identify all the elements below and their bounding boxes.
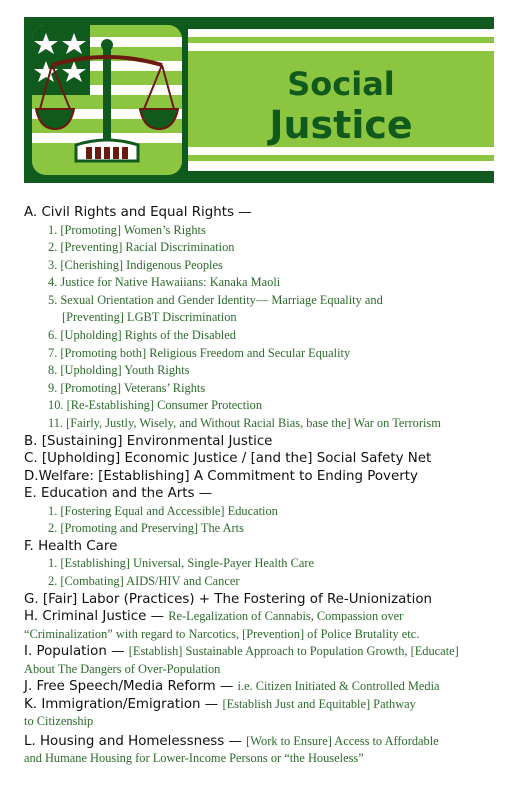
section-heading-j: J. Free Speech/Media Reform — i.e. Citizen Initiated & Controlled Media: [24, 679, 440, 694]
section-description: [Work to Ensure] Access to Affordable: [246, 733, 439, 748]
list-item: 1. [Fostering Equal and Accessible] Education: [48, 503, 278, 518]
section-heading-k: K. Immigration/Emigration — [Establish Just and Equitable] Pathway: [24, 696, 416, 712]
section-description-continued: and Humane Housing for Lower-Income Persons or “the Houseless”: [24, 751, 364, 765]
list-item: 2. [Preventing] Racial Discrimination: [48, 240, 235, 255]
list-item: 4. Justice for Native Hawaiians: Kanaka Maoli: [48, 275, 281, 290]
platform-list: [24, 204, 498, 768]
list-item: 2. [Combating] AIDS/HIV and Cancer: [48, 573, 240, 588]
section-description: i.e. Citizen Initiated & Controlled Media: [237, 679, 440, 693]
title-line-2: Justice: [269, 103, 413, 147]
list-item: 7. [Promoting both] Religious Freedom and Secular Equality: [48, 345, 351, 360]
section-heading-f: F. Health Care: [24, 538, 118, 554]
section-description: Re-Legalization of Cannabis, Compassion over: [168, 609, 404, 623]
section-heading-l: L. Housing and Homelessness — [Work to Ensure] Access to Affordable: [24, 733, 439, 749]
title-line-1: Social: [287, 65, 395, 103]
title-stripe-top: [188, 37, 494, 43]
section-description-continued: About The Dangers of Over-Population: [24, 661, 221, 676]
page-title: [188, 51, 494, 147]
title-stripe-bottom: [188, 155, 494, 161]
list-item: 11. [Fairly, Justly, Wisely, and Without Racial Bias, base the] War on Terrorism: [48, 416, 441, 431]
section-heading-b: B. [Sustaining] Environmental Justice: [24, 433, 273, 449]
section-heading-i: I. Population — [Establish] Sustainable Approach to Population Growth, [Educate]: [24, 644, 459, 659]
section-heading-g: G. [Fair] Labor (Practices) + The Fostering of Re-Unionization: [24, 591, 433, 607]
list-item: 5. Sexual Orientation and Gender Identity— Marriage Equality and: [48, 292, 383, 307]
list-item: 9. [Promoting] Veterans’ Rights: [48, 380, 206, 395]
section-heading-e: E. Education and the Arts —: [24, 486, 213, 502]
section-heading-h: H. Criminal Justice — Re-Legalization of Cannabis, Compassion over: [24, 609, 404, 624]
logo: [32, 25, 182, 175]
section-heading-c: C. [Upholding] Economic Justice / [and the] Social Safety Net: [24, 451, 432, 467]
section-description: [Establish Just and Equitable] Pathway: [222, 696, 416, 711]
list-item: 1. [Establishing] Universal, Single-Payer Health Care: [48, 556, 314, 571]
list-item: 3. [Cherishing] Indigenous Peoples: [48, 257, 223, 272]
list-item: 6. [Upholding] Rights of the Disabled: [48, 328, 236, 343]
list-item: 8. [Upholding] Youth Rights: [48, 363, 190, 378]
title-panel: [188, 29, 494, 171]
section-description: [Establish] Sustainable Approach to Population Growth, [Educate]: [128, 644, 459, 658]
list-item: 10. [Re-Establishing] Consumer Protection: [48, 398, 263, 413]
list-item: 2. [Promoting and Preserving] The Arts: [48, 521, 244, 536]
section-heading-d: D.Welfare: [Establishing] A Commitment to Ending Poverty: [24, 468, 418, 484]
section-description-continued: to Citizenship: [24, 714, 94, 728]
header-banner: [24, 17, 494, 183]
list-item-continuation: [Preventing] LGBT Discrimination: [62, 310, 237, 325]
list-item: 1. [Promoting] Women’s Rights: [48, 222, 206, 237]
scales-of-justice-icon: [32, 25, 182, 175]
section-description-continued: “Criminalization” with regard to Narcotics, [Prevention] of Police Brutality etc.: [24, 626, 420, 641]
section-heading-a: A. Civil Rights and Equal Rights —: [24, 205, 252, 220]
